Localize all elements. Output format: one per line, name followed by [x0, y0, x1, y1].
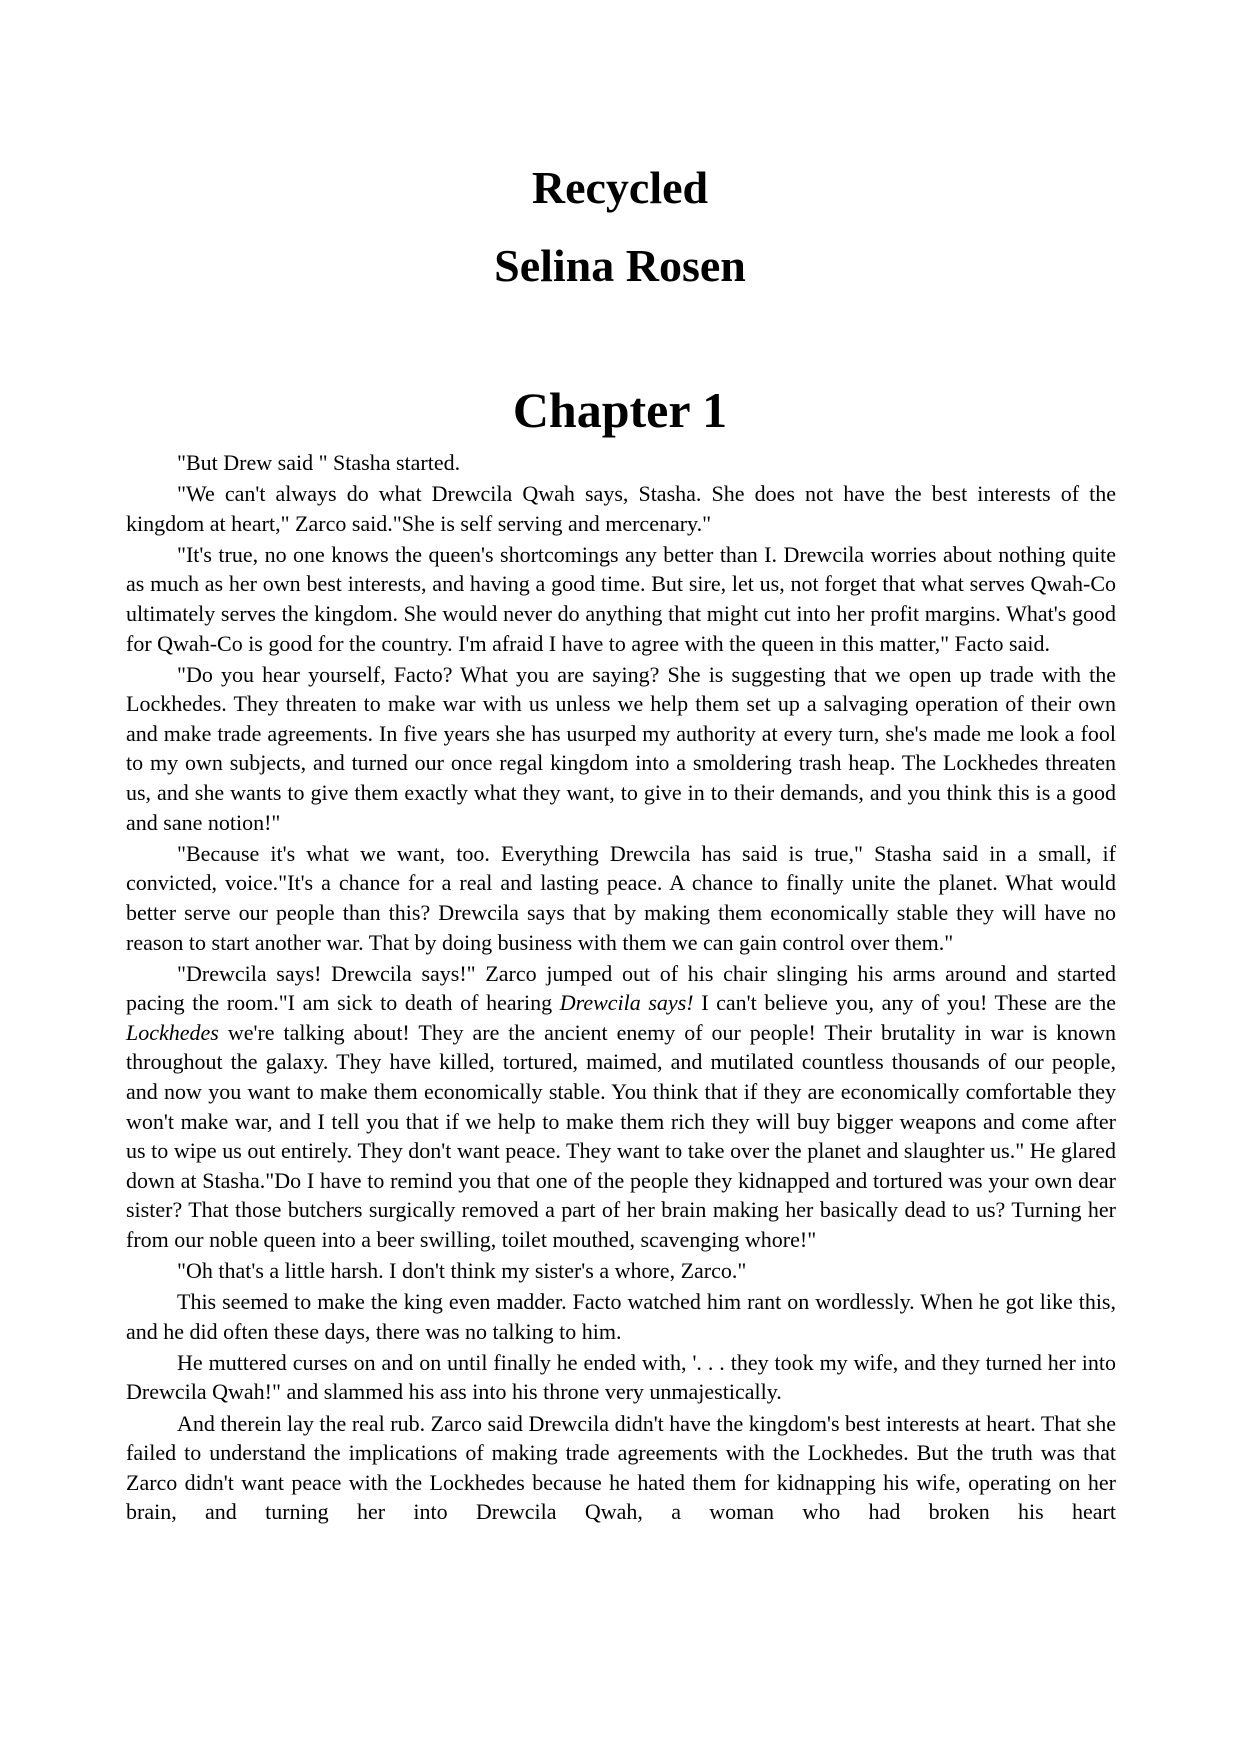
chapter-body: [126, 448, 1116, 1528]
paragraph: "Because it's what we want, too. Everything Drewcila has said is true," Stasha said in a small, if convicted, voice."It's a chance for a real and lasting peace. A chance to finally unite the planet. What would better serve our people than this? Drewcila says that by making them economically stable they will have no reason to start another war. That by doing business with them we can gain control over them.": [126, 840, 1116, 955]
paragraph: And therein lay the real rub. Zarco said Drewcila didn't have the kingdom's best interests at heart. That she failed to understand the implications of making trade agreements with the Lockhedes. But the truth was that Zarco didn't want peace with the Lockhedes because he hated them for kidnapping his wife, operating on her brain, and turning her into Drewcila Qwah, a woman who had broken his heart: [126, 1410, 1116, 1525]
paragraph: "Do you hear yourself, Facto? What you are saying? She is suggesting that we open up trade with the Lockhedes. They threaten to make war with us unless we help them set up a salvaging operation of their own and make trade agreements. In five years she has usurped my authority at every turn, she's made me look a fool to my own subjects, and turned our once regal kingdom into a smoldering trash heap. The Lockhedes threaten us, and she wants to give them exactly what they want, to give in to their demands, and you think this is a good and sane notion!": [126, 661, 1116, 835]
paragraph: "But Drew said " Stasha started.: [177, 450, 461, 475]
paragraph: "We can't always do what Drewcila Qwah says, Stasha. She does not have the best interests of the kingdom at heart," Zarco said."She is self serving and mercenary.": [126, 481, 1116, 536]
italic-phrase: Lockhedes: [126, 1019, 219, 1045]
paragraph: "It's true, no one knows the queen's shortcomings any better than I. Drewcila worries about nothing quite as much as her own best interests, and having a good time. But sire, let us, not forget that what serves Qwah-Co ultimately serves the kingdom. She would never do anything that might cut into her profit margins. What's good for Qwah-Co is good for the country. I'm afraid I have to agree with the queen in this matter," Facto said.: [126, 541, 1116, 656]
italic-phrase: Drewcila says!: [559, 990, 694, 1016]
book-author: Selina Rosen: [494, 240, 746, 291]
paragraph: He muttered curses on and on until finally he ended with, '. . . they took my wife, and they turned her into Drewcila Qwah!" and slammed his ass into his throne very unmajestically.: [126, 1349, 1116, 1405]
book-title: Recycled: [531, 162, 709, 213]
chapter-heading: Chapter 1: [512, 382, 728, 438]
paragraph: "Oh that's a little harsh. I don't think my sister's a whore, Zarco.": [177, 1258, 747, 1284]
paragraph: "Drewcila says! Drewcila says!" Zarco jumped out of his chair slinging his arms around and started pacing the room."I am sick to death of hearing Drewcila says! I can't believe you, any of you! These are the Lockhedes we're talking about! They are the ancient enemy of our people! Their brutality in war is known throughout the galaxy. They have killed, tortured, maimed, and mutilated countless thousands of our people, and now you want to make them economically stable. You think that if they are economically comfortable they won't make war, and I tell you that if we help to make them rich they will buy bigger weapons and come after us to wipe us out entirely. They don't want peace. They want to take over the planet and slaughter us." He glared down at Stasha."Do I have to remind you that one of the people they kidnapped and tortured was your own dear sister? That those butchers surgically removed a part of her brain making her basically dead to us? Turning her from our noble queen into a beer swilling, toilet mouthed, scavenging whore!": [126, 960, 1116, 1252]
paragraph: This seemed to make the king even madder. Facto watched him rant on wordlessly. When he got like this, and he did often these days, there was no talking to him.: [126, 1289, 1116, 1344]
